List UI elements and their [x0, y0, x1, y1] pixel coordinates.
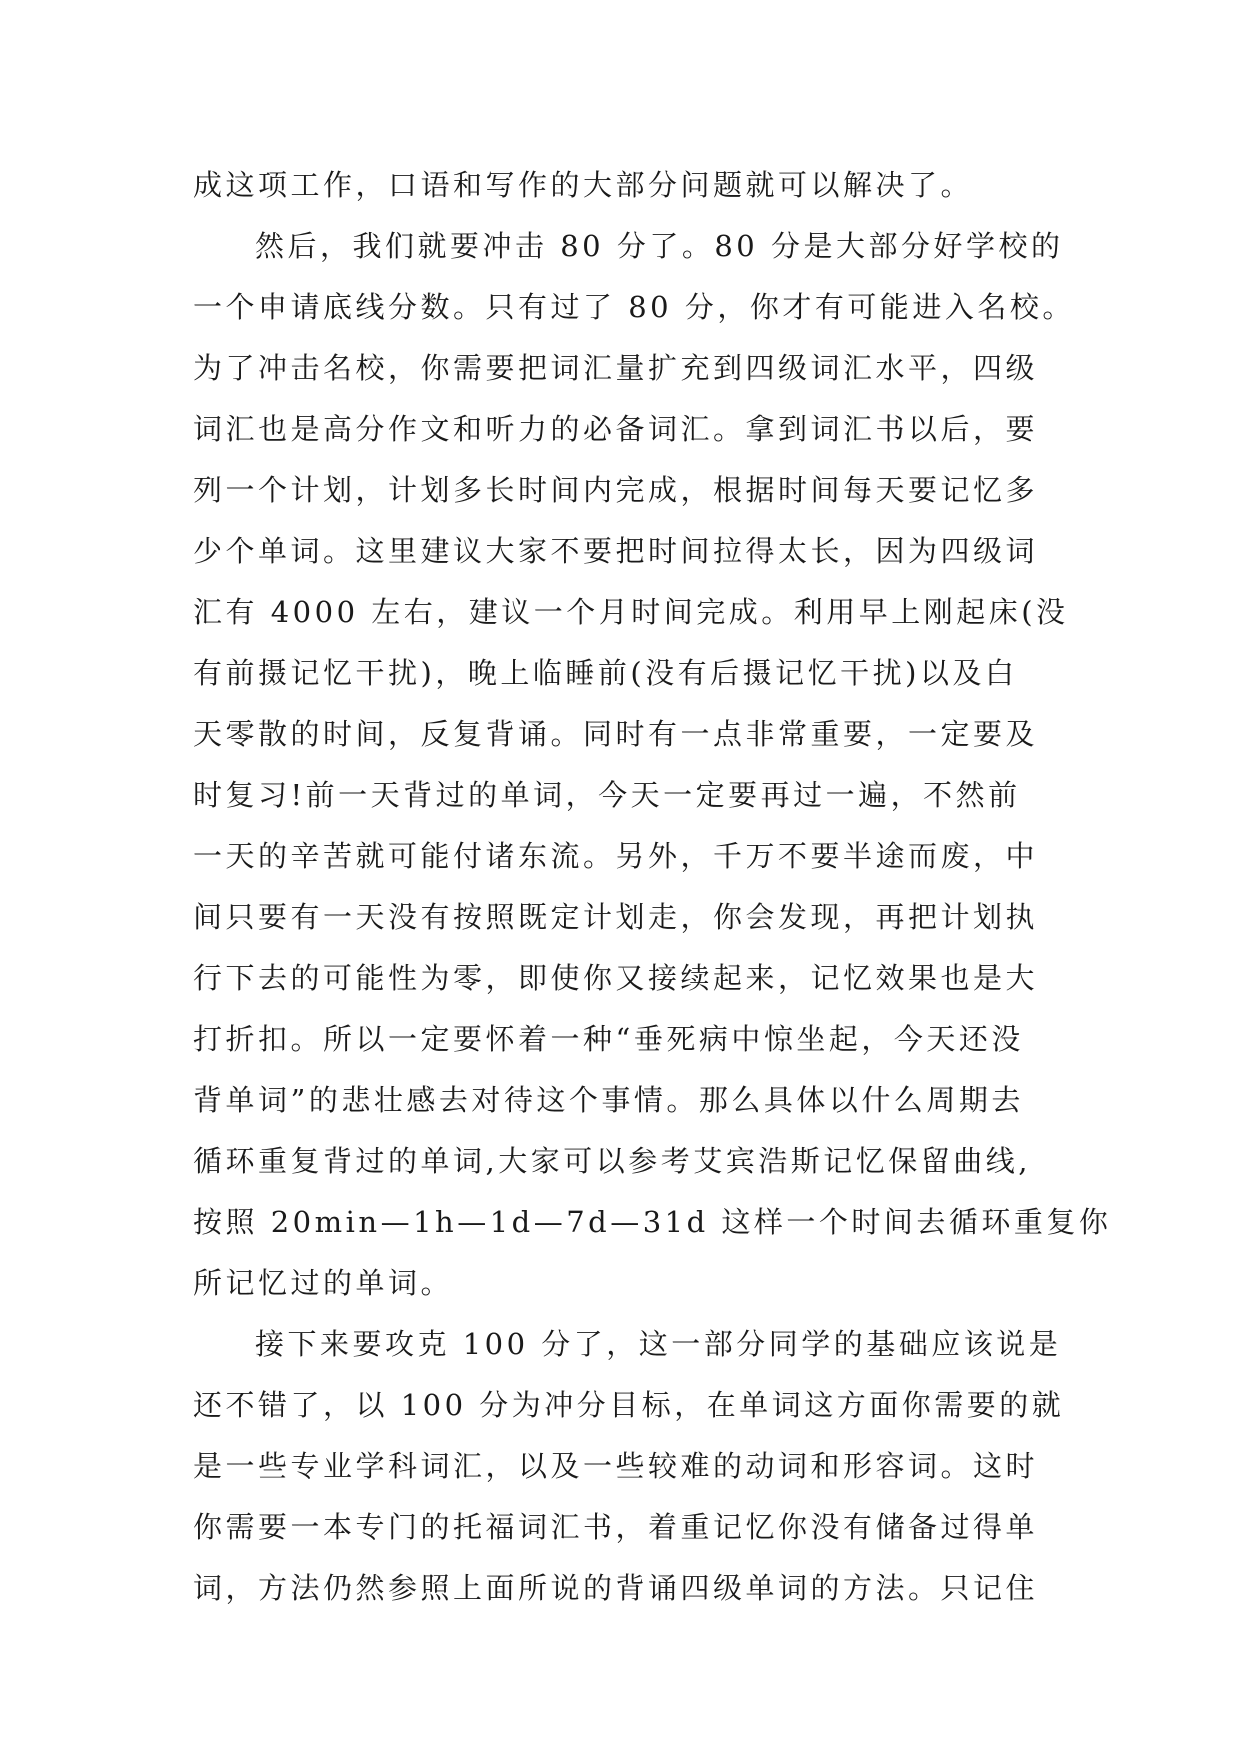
text-line: 时复习!前一天背过的单词，今天一定要再过一遍，不然前 — [193, 778, 1021, 812]
text-line: 一个申请底线分数。只有过了 80 分，你才有可能进入名校。 — [193, 290, 1075, 324]
text-line: 是一些专业学科词汇，以及一些较难的动词和形容词。这时 — [193, 1449, 1039, 1483]
text-line: 按照 20min—1h—1d—7d—31d 这样一个时间去循环重复你 — [193, 1205, 1112, 1239]
text-line: 背单词”的悲壮感去对待这个事情。那么具体以什么周期去 — [193, 1083, 1024, 1117]
text-line: 还不错了，以 100 分为冲分目标，在单词这方面你需要的就 — [193, 1388, 1065, 1422]
text-line: 行下去的可能性为零，即使你又接续起来，记忆效果也是大 — [193, 961, 1039, 995]
text-line: 一天的辛苦就可能付诸东流。另外，千万不要半途而废，中 — [193, 839, 1039, 873]
text-line: 词，方法仍然参照上面所说的背诵四级单词的方法。只记住 — [193, 1571, 1039, 1605]
text-line: 然后，我们就要冲击 80 分了。80 分是大部分好学校的 — [255, 229, 1064, 263]
text-line: 间只要有一天没有按照既定计划走，你会发现，再把计划执 — [193, 900, 1039, 934]
text-line: 成这项工作，口语和写作的大部分问题就可以解决了。 — [193, 168, 974, 202]
text-line: 接下来要攻克 100 分了，这一部分同学的基础应该说是 — [255, 1327, 1062, 1361]
text-line: 你需要一本专门的托福词汇书，着重记忆你没有储备过得单 — [193, 1510, 1039, 1544]
text-line: 打折扣。所以一定要怀着一种“垂死病中惊坐起，今天还没 — [193, 1022, 1024, 1056]
text-line: 词汇也是高分作文和听力的必备词汇。拿到词汇书以后，要 — [193, 412, 1039, 446]
body-text — [193, 155, 1112, 1619]
text-line: 有前摄记忆干扰)，晚上临睡前(没有后摄记忆干扰)以及白 — [193, 656, 1018, 690]
text-line: 天零散的时间，反复背诵。同时有一点非常重要，一定要及 — [193, 717, 1039, 751]
text-line: 所记忆过的单词。 — [193, 1266, 454, 1300]
text-line: 少个单词。这里建议大家不要把时间拉得太长，因为四级词 — [193, 534, 1039, 568]
text-line: 列一个计划，计划多长时间内完成，根据时间每天要记忆多 — [193, 473, 1039, 507]
text-line: 循环重复背过的单词,大家可以参考艾宾浩斯记忆保留曲线, — [193, 1144, 1031, 1178]
text-line: 汇有 4000 左右，建议一个月时间完成。利用早上刚起床(没 — [193, 595, 1069, 629]
text-line: 为了冲击名校，你需要把词汇量扩充到四级词汇水平，四级 — [193, 351, 1039, 385]
